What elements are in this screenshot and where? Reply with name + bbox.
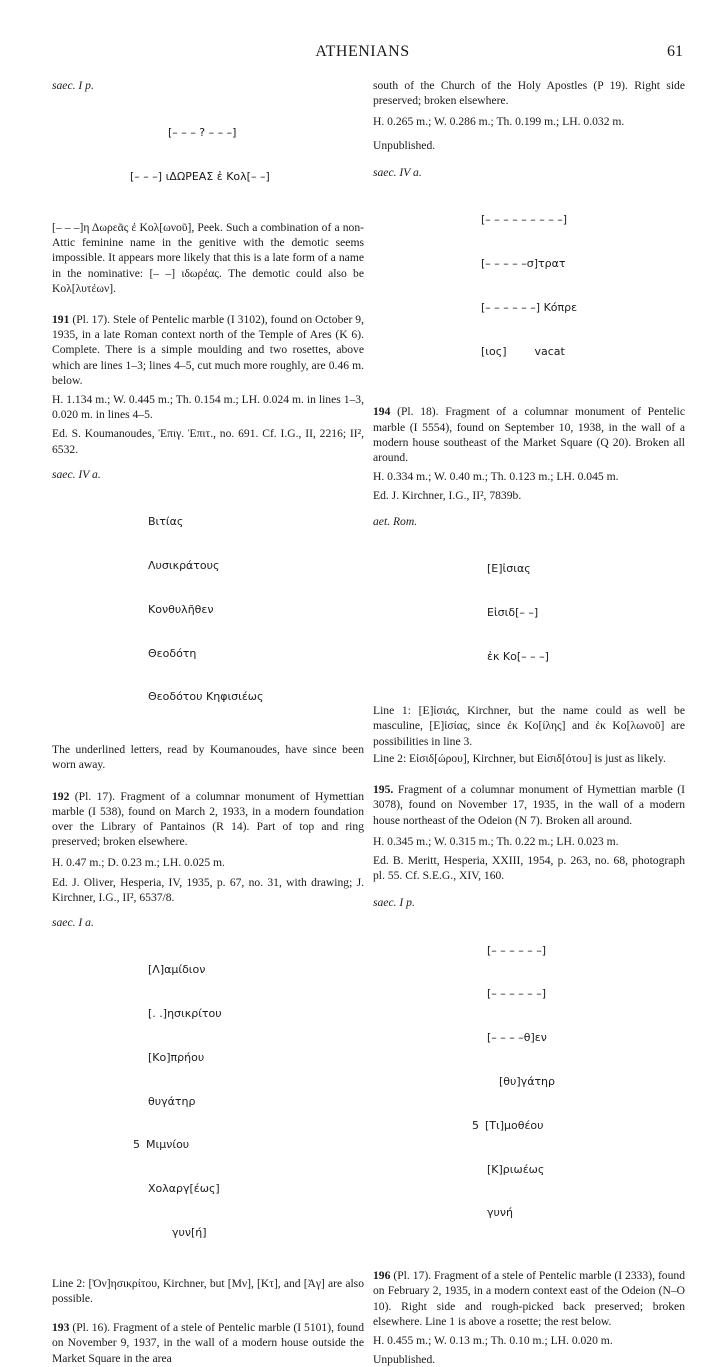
- inscription-line: [Λ]αμίδιον: [148, 963, 206, 977]
- entry-description: (Pl. 17). Fragment of a stele of Pentelic marble (I 2333), found on February 2, 1935, in a modern context east of the Odeion (N–O 10). Right side and rough-picked back preserved; broken elsewhere. Line 1 is above a rosette; the rest below.: [373, 1269, 685, 1328]
- entry-description: (Pl. 17). Fragment of a columnar monument of Hymettian marble (I 538), found on March 2, 1933, in a modern foundation over the Library of Pantainos (R 14). Part of top and ring preserved; broken elsewhere.: [52, 789, 364, 849]
- entry-number: 196: [373, 1269, 391, 1283]
- entry-number: 193: [52, 1321, 70, 1335]
- entry-description: Fragment of a columnar monument of Hymettian marble (I 3078), found on November 17, 1935, in the wall of a modern house northeast of the Odeion (N 7). Broken all around.: [373, 783, 685, 827]
- entry-194-date: aet. Rom.: [373, 514, 418, 528]
- inscription-line: γυνή: [487, 1206, 513, 1220]
- entry-192-note: Line 2: [Ὀν]ησικρίτου, Kirchner, but [Μν], [Κτ], and [Ἀγ] are also possible.: [52, 1276, 364, 1305]
- inscription-line: Θεοδότη: [148, 646, 197, 660]
- running-header: [0, 44, 725, 66]
- entry-194-desc: [373, 404, 685, 465]
- entry-195-desc: [373, 782, 685, 828]
- inscription-line: [– – – ? – – –]: [168, 126, 237, 140]
- inscription-line: [– – – – – –]: [487, 943, 547, 957]
- entry-191-dims: H. 1.134 m.; W. 0.445 m.; Th. 0.154 m.; LH. 0.024 m. in lines 1–3, 0.020 m. in lines 4–5.: [52, 392, 364, 422]
- inscription-line: ἐκ Κο[– – –]: [487, 649, 549, 663]
- right-column: [373, 78, 685, 1367]
- entry-number: 195.: [373, 783, 394, 797]
- inscription-line: Βιτίας: [148, 515, 184, 529]
- entry-192-desc: [52, 789, 364, 850]
- entry-196-desc: [373, 1268, 685, 1329]
- entry-193-unpublished: Unpublished.: [373, 138, 436, 152]
- entry-191-edition: Ed. S. Koumanoudes, Ἐπιγ. Ἐπιτ., no. 691. Cf. I.G., II, 2216; II², 6532.: [52, 427, 364, 456]
- entry-194-note-2: Line 2: Εἰσιδ[ώρου], Kirchner, but Εἰσιδ[ότου] is just as likely.: [373, 751, 666, 765]
- inscription-line: [– – – – –σ]τρατ: [481, 256, 566, 270]
- running-title: ATHENIANS: [315, 43, 410, 60]
- inscription-line: [465, 1119, 685, 1134]
- entry-description: (Pl. 18). Fragment of a columnar monument of Pentelic marble (I 5554), found on September 10, 1938, in the wall of a modern house southeast of the Market Square (Q 20). Broken all around.: [373, 405, 685, 464]
- inscription-line: [ιος] vacat: [481, 344, 565, 358]
- inscription-line: [Κο]πρήου: [148, 1050, 205, 1064]
- entry-196-dims: H. 0.455 m.; W. 0.13 m.; Th. 0.10 m.; LH. 0.020 m.: [373, 1333, 613, 1347]
- entry-description: (Pl. 16). Fragment of a stele of Pentelic marble (I 5101), found on November 9, 1937, in the wall of a modern house outside the Market Square in the area: [52, 1321, 364, 1365]
- entry-195-date: saec. I p.: [373, 896, 415, 910]
- entry-191-date: saec. IV a.: [52, 467, 101, 481]
- entry-194-dims: H. 0.334 m.; W. 0.40 m.; Th. 0.123 m.; LH. 0.045 m.: [373, 470, 619, 484]
- entry-191-note: The underlined letters, read by Koumanoudes, have since been worn away.: [52, 743, 364, 772]
- inscription-line: [– – – –θ]εν: [487, 1031, 547, 1045]
- entry-190-note: [– – –]η Δωρεᾶς ἐ Κολ[ωνοῦ], Peek. Such a combination of a non-Attic feminine name in the genitive with the demotic seems impossible. It appears more likely that this is a late form of a name in the nominative: [– –] ιδωρέας. The demotic could also be Κολ[λυτέων].: [52, 220, 364, 295]
- entry-191-inscription: [52, 486, 364, 734]
- entry-193-inscription: [373, 184, 685, 388]
- entry-number: 192: [52, 789, 70, 803]
- page-number: 61: [667, 43, 683, 60]
- entry-195-edition: Ed. B. Meritt, Hesperia, XXIII, 1954, p. 263, no. 68, photograph pl. 55. Cf. S.E.G., XIV, 160.: [373, 853, 685, 883]
- inscription-text: Μιμνίου: [146, 1138, 190, 1152]
- inscription-line: Εἰσιδ[– –]: [487, 605, 539, 619]
- inscription-line: [– – – – – – – – –]: [481, 213, 568, 227]
- entry-195-dims: H. 0.345 m.; W. 0.315 m.; Th. 0.22 m.; LH. 0.023 m.: [373, 834, 619, 848]
- left-column: [52, 78, 364, 1366]
- inscription-line: Λυσικράτους: [148, 558, 220, 572]
- entry-number: 194: [373, 405, 391, 419]
- inscription-line: Θεοδότου Κηφισιέως: [148, 690, 264, 704]
- inscription-line: [– – –] ιΔΩΡΕΑΣ ἐ Κολ[– –]: [130, 170, 270, 184]
- inscription-line: Χολαργ[έως]: [148, 1182, 220, 1196]
- entry-195-inscription: [373, 915, 685, 1251]
- entry-191-desc: [52, 312, 364, 388]
- entry-194-inscription: [373, 533, 685, 694]
- entry-193-date: saec. IV a.: [373, 165, 422, 179]
- inscription-line: γυν[ή]: [172, 1226, 207, 1239]
- entry-190-inscription: [52, 97, 364, 214]
- entry-196-unpublished: Unpublished.: [373, 1353, 436, 1367]
- inscription-line: [– – – – – –]: [487, 987, 547, 1001]
- entry-number: 191: [52, 312, 70, 326]
- line-number: 5: [472, 1118, 479, 1132]
- entry-190-date: saec. I p.: [52, 79, 94, 92]
- inscription-line: [– – – – – –] Κόπρε: [481, 300, 578, 314]
- inscription-line: [. .]ησικρίτου: [148, 1007, 222, 1021]
- entry-192-inscription: [52, 934, 364, 1270]
- entry-192-dims: H. 0.47 m.; D. 0.23 m.; LH. 0.025 m.: [52, 856, 225, 870]
- entry-193-desc: [52, 1320, 364, 1366]
- entry-194-edition: Ed. J. Kirchner, I.G., II², 7839b.: [373, 489, 522, 503]
- entry-193-continuation: south of the Church of the Holy Apostles (P 19). Right side preserved; broken elsewhere.: [373, 79, 685, 108]
- entry-192-edition: Ed. J. Oliver, Hesperia, IV, 1935, p. 67, no. 31, with drawing; J. Kirchner, I.G., II², 6537/8.: [52, 875, 364, 904]
- entry-192-date: saec. I a.: [52, 915, 94, 929]
- inscription-line: [Ε]ἰσιας: [487, 561, 531, 575]
- entry-193-dims: H. 0.265 m.; W. 0.286 m.; Th. 0.199 m.; LH. 0.032 m.: [373, 115, 625, 129]
- inscription-line: Κονθυλῆθεν: [148, 602, 214, 616]
- line-number: 5: [133, 1138, 140, 1152]
- entry-description: (Pl. 17). Stele of Pentelic marble (I 3102), found on October 9, 1935, in a late Roman context north of the Temple of Ares (K 6). Complete. There is a simple moulding and two rosettes, above which are lines 1–3; lines 4–5, cut much more roughly, are 0.46 m. below.: [52, 312, 364, 387]
- inscription-line: [θυ]γάτηρ: [499, 1075, 556, 1089]
- inscription-line: θυγάτηρ: [148, 1094, 196, 1108]
- inscription-line: [126, 1138, 364, 1153]
- inscription-line: [Κ]ριωέως: [487, 1162, 545, 1176]
- entry-194-note-1: Line 1: [Ε]ἰσιάς, Kirchner, but the name could as well be masculine, [Ε]ἰσίας, since ἐκ Κο[ίλης] and ἐκ Κο[λωνοῦ] are possibilities in line 3.: [373, 704, 685, 748]
- inscription-text: [Τι]μοθέου: [485, 1118, 544, 1132]
